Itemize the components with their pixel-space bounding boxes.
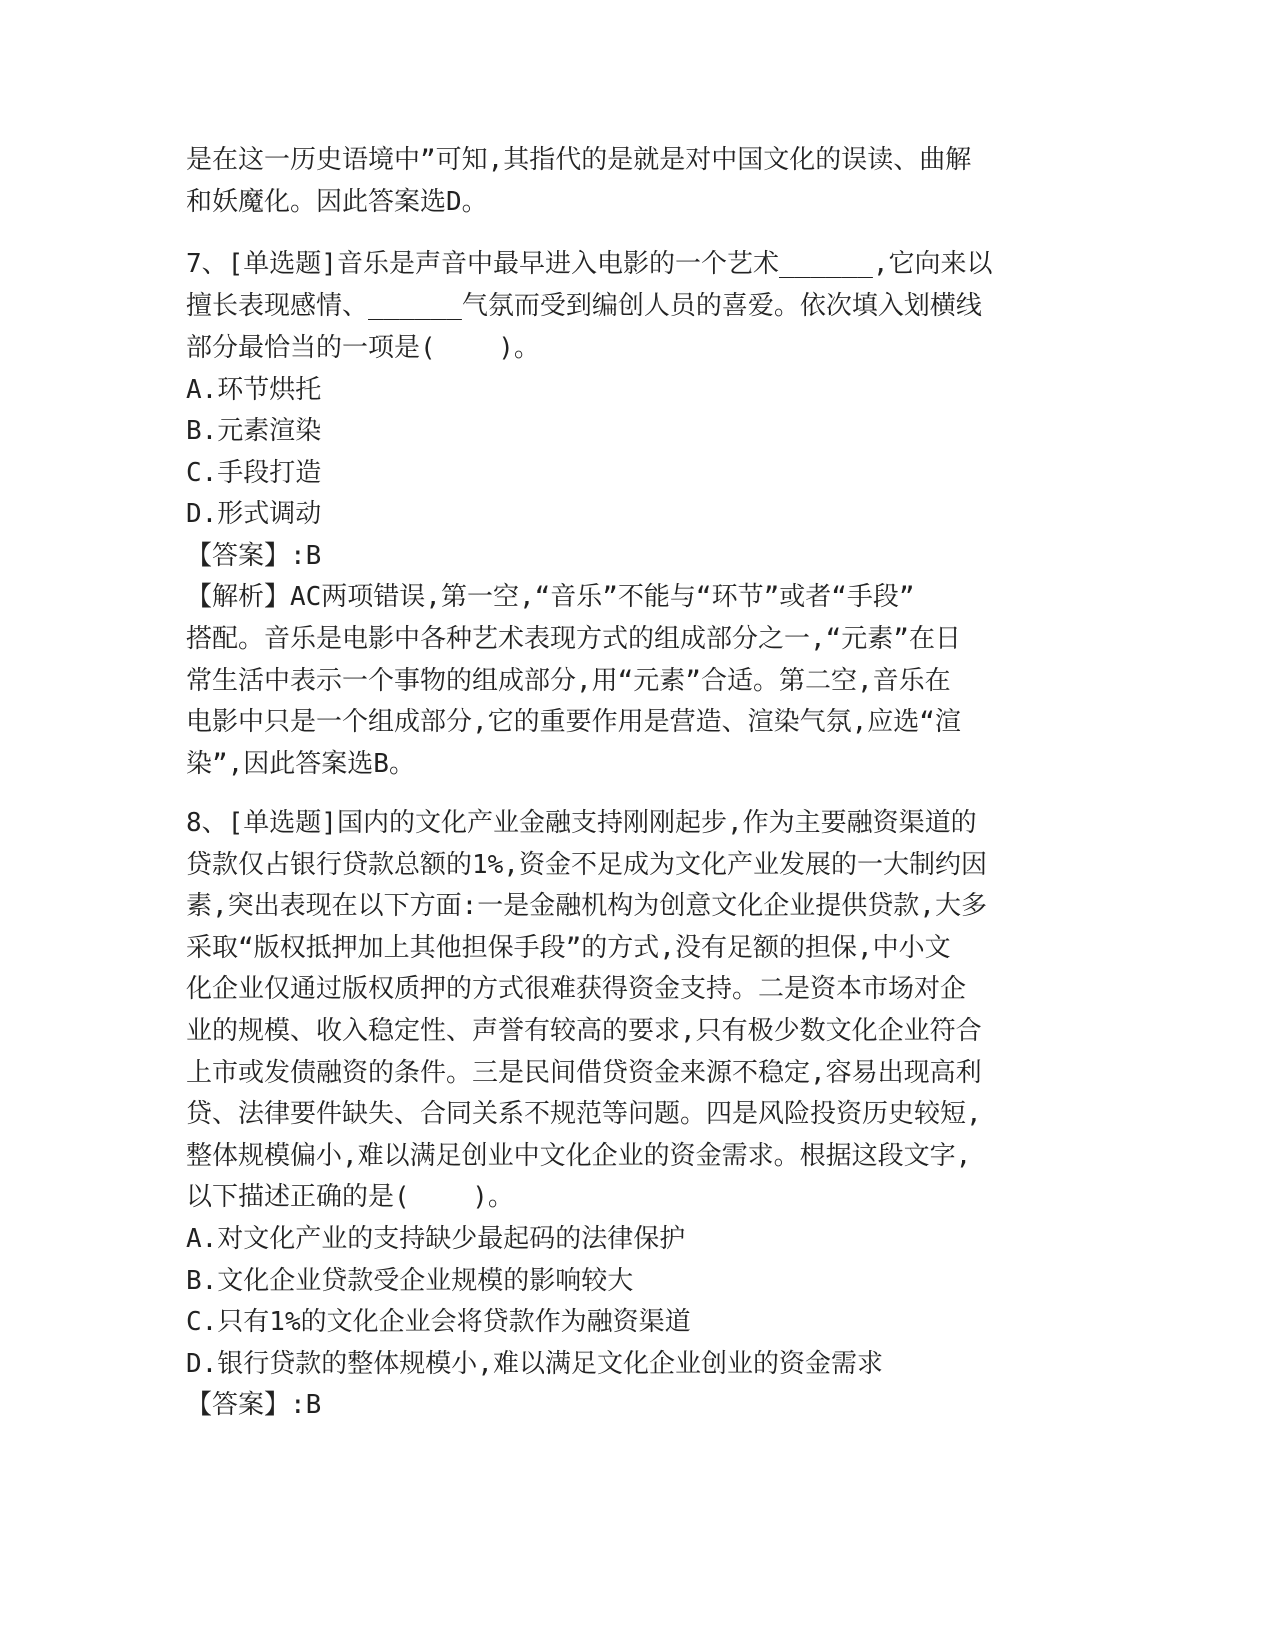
q8-question-line-6: 业的规模、收入稳定性、声誉有较高的要求,只有极少数文化企业符合 [186,1016,982,1046]
q7-question-line-2: 擅长表现感情、______气氛而受到编创人员的喜爱。依次填入划横线 [186,291,982,321]
q7-question-line-3: 部分最恰当的一项是( )。 [186,333,540,363]
q8-answer: 【答案】:B [186,1390,322,1420]
intro-line-2: 和妖魔化。因此答案选D。 [186,187,488,217]
q7-analysis-line-5: 染”,因此答案选B。 [186,749,415,779]
q8-option-b: B.文化企业贷款受企业规模的影响较大 [186,1266,634,1296]
q8-option-d: D.银行贷款的整体规模小,难以满足文化企业创业的资金需求 [186,1349,883,1379]
q8-question-line-10: 以下描述正确的是( )。 [186,1182,514,1212]
q8-question-line-5: 化企业仅通过版权质押的方式很难获得资金支持。二是资本市场对企 [186,974,967,1004]
q8-question-line-1: 8、[单选题]国内的文化产业金融支持刚刚起步,作为主要融资渠道的 [186,808,977,838]
q8-question-line-9: 整体规模偏小,难以满足创业中文化企业的资金需求。根据这段文字, [186,1141,972,1171]
intro-line-1: 是在这一历史语境中”可知,其指代的是就是对中国文化的误读、曲解 [186,145,972,175]
q7-option-a: A.环节烘托 [186,375,322,405]
q7-analysis-line-1: 【解析】AC两项错误,第一空,“音乐”不能与“环节”或者“手段” [186,582,915,612]
q7-option-b: B.元素渲染 [186,416,322,446]
q7-analysis-line-4: 电影中只是一个组成部分,它的重要作用是营造、渲染气氛,应选“渲 [186,707,961,737]
q8-question-line-2: 贷款仅占银行贷款总额的1%,资金不足成为文化产业发展的一大制约因 [186,850,987,880]
q7-analysis-line-2: 搭配。音乐是电影中各种艺术表现方式的组成部分之一,“元素”在日 [186,624,961,654]
q7-question-line-1: 7、[单选题]音乐是声音中最早进入电影的一个艺术______,它向来以 [186,249,993,279]
q7-analysis-line-3: 常生活中表示一个事物的组成部分,用“元素”合适。第二空,音乐在 [186,666,951,696]
q7-answer: 【答案】:B [186,541,322,571]
q8-question-line-8: 贷、法律要件缺失、合同关系不规范等问题。四是风险投资历史较短, [186,1099,982,1129]
q8-question-line-3: 素,突出表现在以下方面:一是金融机构为创意文化企业提供贷款,大多 [186,891,987,921]
q7-option-d: D.形式调动 [186,499,322,529]
q8-option-c: C.只有1%的文化企业会将贷款作为融资渠道 [186,1307,691,1337]
q8-question-line-4: 采取“版权抵押加上其他担保手段”的方式,没有足额的担保,中小文 [186,933,951,963]
q7-option-c: C.手段打造 [186,458,322,488]
q8-question-line-7: 上市或发债融资的条件。三是民间借贷资金来源不稳定,容易出现高利 [186,1058,982,1088]
q8-option-a: A.对文化产业的支持缺少最起码的法律保护 [186,1224,686,1254]
